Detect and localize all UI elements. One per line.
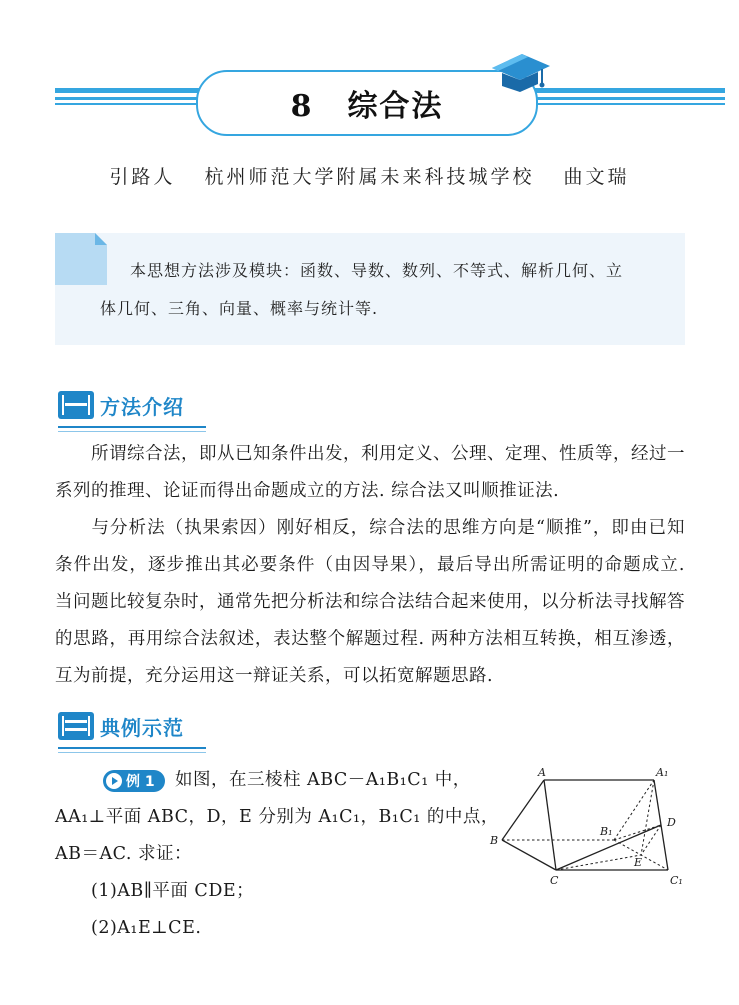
label-B1: B₁ xyxy=(600,825,613,838)
label-C1: C₁ xyxy=(670,874,683,887)
guide-school: 杭州师范大学附属未来科技城学校 xyxy=(204,166,535,188)
section-heading-method xyxy=(58,388,208,422)
section-heading-examples xyxy=(58,709,208,743)
example-line-2: AA₁⊥平面 ABC，D，E 分别为 A₁C₁，B₁C₁ 的中点， xyxy=(55,807,499,827)
chapter-title-text: 综合法 xyxy=(347,89,444,124)
label-C: C xyxy=(550,874,559,887)
label-E: E xyxy=(634,856,643,869)
section-title: 方法介绍 xyxy=(100,394,184,419)
summary-line-2: 体几何、三角、向量、概率与统计等. xyxy=(100,299,379,318)
guide-name: 曲文瑞 xyxy=(563,166,630,188)
summary-line-1: 本思想方法涉及模块：函数、导数、数列、不等式、解析几何、立 xyxy=(130,261,624,280)
guide-line xyxy=(0,162,739,189)
summary-text xyxy=(100,252,660,328)
guide-label: 引路人 xyxy=(109,166,176,188)
example-badge: 例 1 xyxy=(103,770,165,792)
example-question-2: (2)A₁E⊥CE. xyxy=(91,918,202,938)
chapter-title-pill xyxy=(196,70,538,136)
chapter-number: 8 xyxy=(290,89,314,124)
label-D: D xyxy=(667,816,676,829)
example-line-1: 如图，在三棱柱 ABC－A₁B₁C₁ 中， xyxy=(175,770,471,790)
label-A: A xyxy=(538,766,546,779)
prism-figure xyxy=(486,764,698,894)
method-paragraph-1: 所谓综合法，即从已知条件出发，利用定义、公理、定理、性质等，经过一系列的推理、论证而得出命题成立的方法. 综合法又叫顺推证法. xyxy=(55,444,685,501)
example-question-1: (1)AB∥平面 CDE； xyxy=(91,881,255,901)
label-B: B xyxy=(490,834,499,847)
play-icon xyxy=(106,773,122,789)
section-title: 典例示范 xyxy=(100,715,184,740)
section-number-badge xyxy=(58,391,94,419)
section-number-badge xyxy=(58,712,94,740)
graduation-cap-icon xyxy=(488,48,554,98)
method-paragraph-2: 与分析法（执果索因）刚好相反，综合法的思维方向是“顺推”，即由已知条件出发，逐步推出其必要条件（由因导果），最后导出所需证明的命题成立. 当问题比较复杂时，通常先把分析法和综合法结合起来使用，以分析法寻找解答的思路，再用综合法叙述，表达整个解题过程. 两种方法相互转换，相互渗透，互为前提，充分运用这一辩证关系，可以拓宽解题思路. xyxy=(55,518,685,686)
chapter-title xyxy=(291,81,444,125)
label-A1: A₁ xyxy=(656,766,669,779)
example-line-3: AB＝AC. 求证： xyxy=(55,844,193,864)
